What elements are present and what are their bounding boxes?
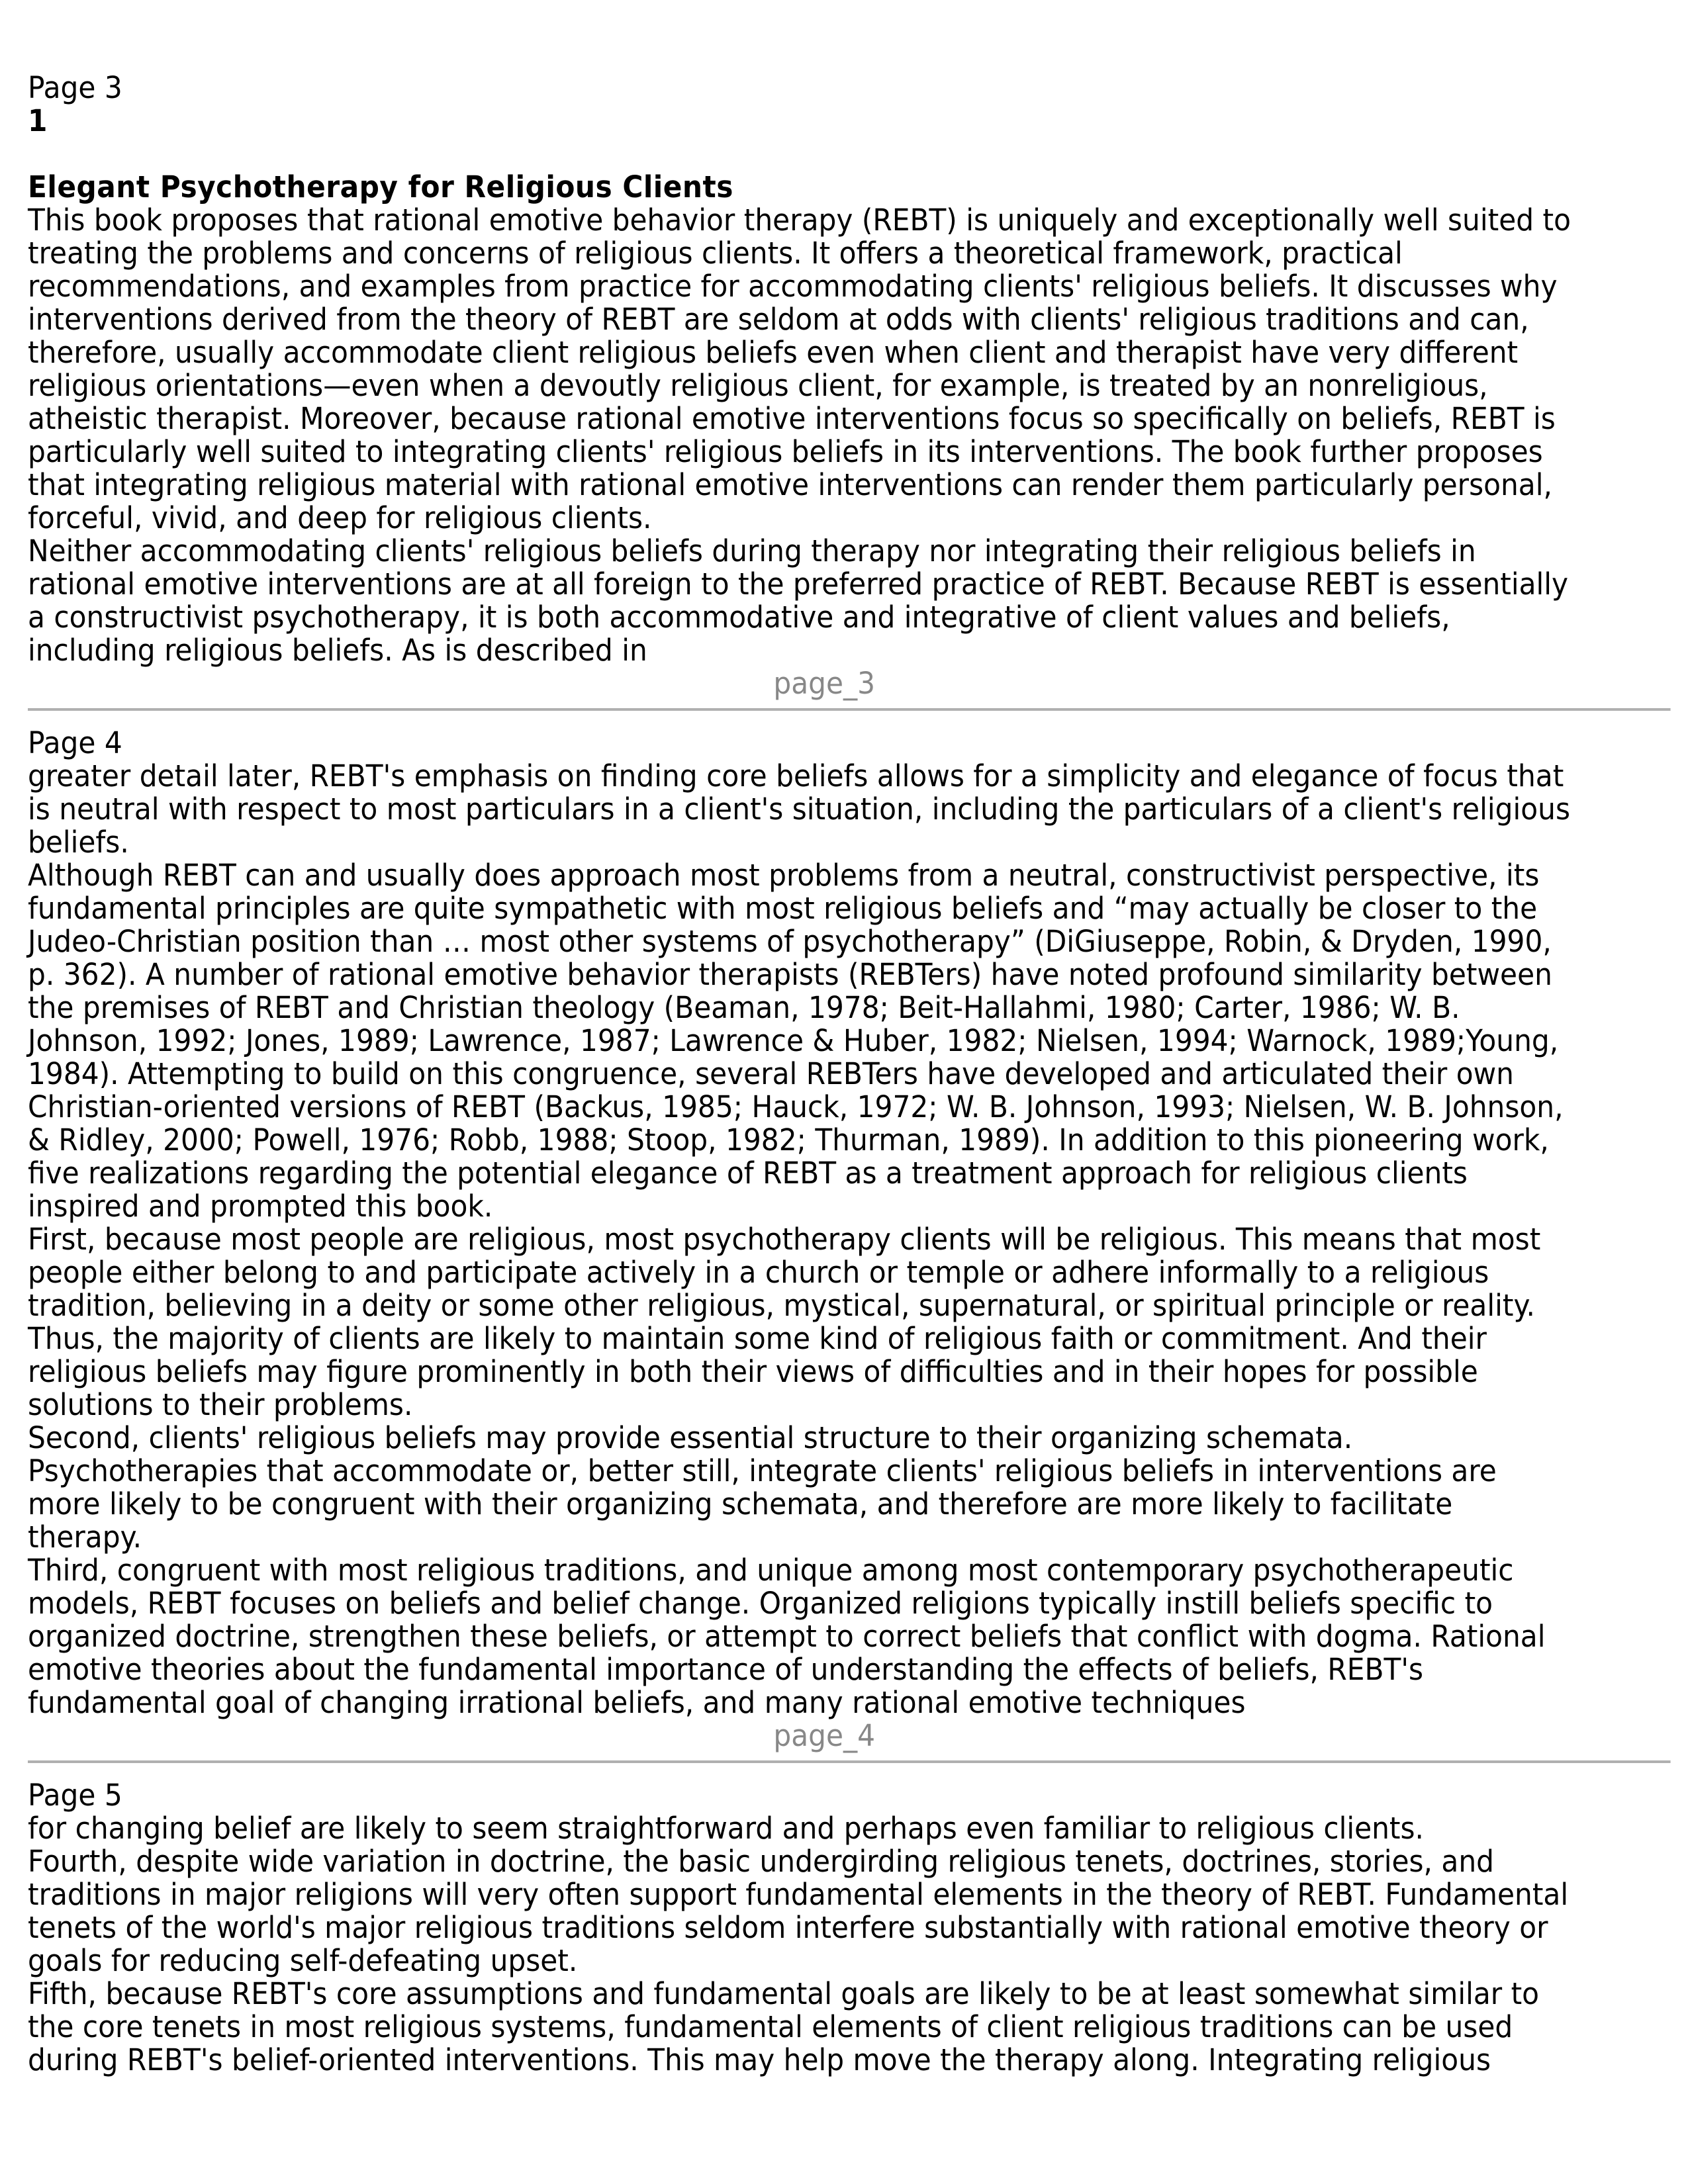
paragraph: Fifth, because REBT's core assumptions and fundamental goals are likely to be at least somewhat similar to the core tenets in most religious systems, fundamental elements of client religious traditions can be used during REBT's belief-oriented interventions. This may help move the therapy along. Integrating religious <box>28 1976 1540 2077</box>
paragraph: greater detail later, REBT's emphasis on finding core beliefs allows for a simplicity and elegance of focus that is neutral with respect to most particulars in a client's situation, including the particulars of a client's religious beliefs. <box>28 758 1570 860</box>
paragraph: Second, clients' religious beliefs may provide essential structure to their organizing schemata. Psychotherapies that accommodate or, better still, integrate clients' religious beliefs in interventions are more likely to be congruent with their organizing schemata, and therefore are more likely to facilitate therapy. <box>28 1420 1497 1555</box>
page-footer-label: page_3 <box>773 666 876 701</box>
paragraph: First, because most people are religious, most psychotherapy clients will be religious. This means that most people either belong to and participate actively in a church or temple or adhere informally to a religious tradition, believing in a deity or some other religious, mystical, supernatural, or spiritual principle or reality. Thus, the majority of clients are likely to maintain some kind of religious faith or commitment. And their religious beliefs may figure prominently in both their views of difficulties and in their hopes for possible solutions to their problems. <box>28 1222 1541 1422</box>
page-header: Page 5 <box>28 1778 122 1813</box>
paragraph: Neither accommodating clients' religious beliefs during therapy nor integrating their religious beliefs in rational emotive interventions are at all foreign to the preferred practice of REBT. Because REBT is essentially a constructivist psychotherapy, it is both accommodative and integrative of client values and beliefs, including religious beliefs. As is described in <box>28 533 1569 668</box>
chapter-title: Elegant Psychotherapy for Religious Clients <box>28 169 733 205</box>
page-3-block <box>28 71 1571 700</box>
page-divider <box>28 708 1671 711</box>
page-divider <box>28 1760 1671 1763</box>
page-header: Page 3 <box>28 70 122 105</box>
paragraph: for changing belief are likely to seem straightforward and perhaps even familiar to religious clients. <box>28 1811 1424 1846</box>
page-footer-label: page_4 <box>773 1718 876 1753</box>
paragraph: Fourth, despite wide variation in doctrine, the basic undergirding religious tenets, doctrines, stories, and traditions in major religions will very often support fundamental elements in the theory of REBT. Fundamental tenets of the world's major religious traditions seldom interfere substantially with rational emotive theory or goals for reducing self-defeating upset. <box>28 1844 1569 1978</box>
spacer <box>28 138 1571 171</box>
chapter-number: 1 <box>28 103 48 138</box>
paragraph: This book proposes that rational emotive behavior therapy (REBT) is uniquely and exceptionally well suited to treating the problems and concerns of religious clients. It offers a theoretical framework, practical recommendations, and examples from practice for accommodating clients' religious beliefs. It discusses why interventions derived from the theory of REBT are seldom at odds with clients' religious traditions and can, therefore, usually accommodate client religious beliefs even when client and therapist have very different religious orientations—even when a devoutly religious client, for example, is treated by an nonreligious, atheistic therapist. Moreover, because rational emotive interventions focus so specifically on beliefs, REBT is particularly well suited to integrating clients' religious beliefs in its interventions. The book further proposes that integrating religious material with rational emotive interventions can render them particularly personal, forceful, vivid, and deep for religious clients. <box>28 203 1571 535</box>
page-5-block <box>28 1779 1571 2077</box>
document <box>28 71 1571 2077</box>
page-4-block <box>28 727 1571 1752</box>
page-header: Page 4 <box>28 725 122 760</box>
paragraph: Although REBT can and usually does approach most problems from a neutral, constructivist perspective, its fundamental principles are quite sympathetic with most religious beliefs and “may actually be closer to the Judeo-Christian position than … most other systems of psychotherapy” (DiGiuseppe, Robin, & Dryden, 1990, p. 362). A number of rational emotive behavior therapists (REBTers) have noted profound similarity between the premises of REBT and Christian theology (Beaman, 1978; Beit-Hallahmi, 1980; Carter, 1986; W. B. Johnson, 1992; Jones, 1989; Lawrence, 1987; Lawrence & Huber, 1982; Nielsen, 1994; Warnock, 1989;Young, 1984). Attempting to build on this congruence, several REBTers have developed and articulated their own Christian-oriented versions of REBT (Backus, 1985; Hauck, 1972; W. B. Johnson, 1993; Nielsen, W. B. Johnson, & Ridley, 2000; Powell, 1976; Robb, 1988; Stoop, 1982; Thurman, 1989). In addition to this pioneering work, five realizations regarding the potential elegance of REBT as a treatment approach for religious clients inspired and prompted this book. <box>28 858 1564 1224</box>
paragraph: Third, congruent with most religious traditions, and unique among most contemporary psychotherapeutic models, REBT focuses on beliefs and belief change. Organized religions typically instill beliefs specific to organized doctrine, strengthen these beliefs, or attempt to correct beliefs that conflict with dogma. Rational emotive theories about the fundamental importance of understanding the effects of beliefs, REBT's fundamental goal of changing irrational beliefs, and many rational emotive techniques <box>28 1553 1546 1720</box>
